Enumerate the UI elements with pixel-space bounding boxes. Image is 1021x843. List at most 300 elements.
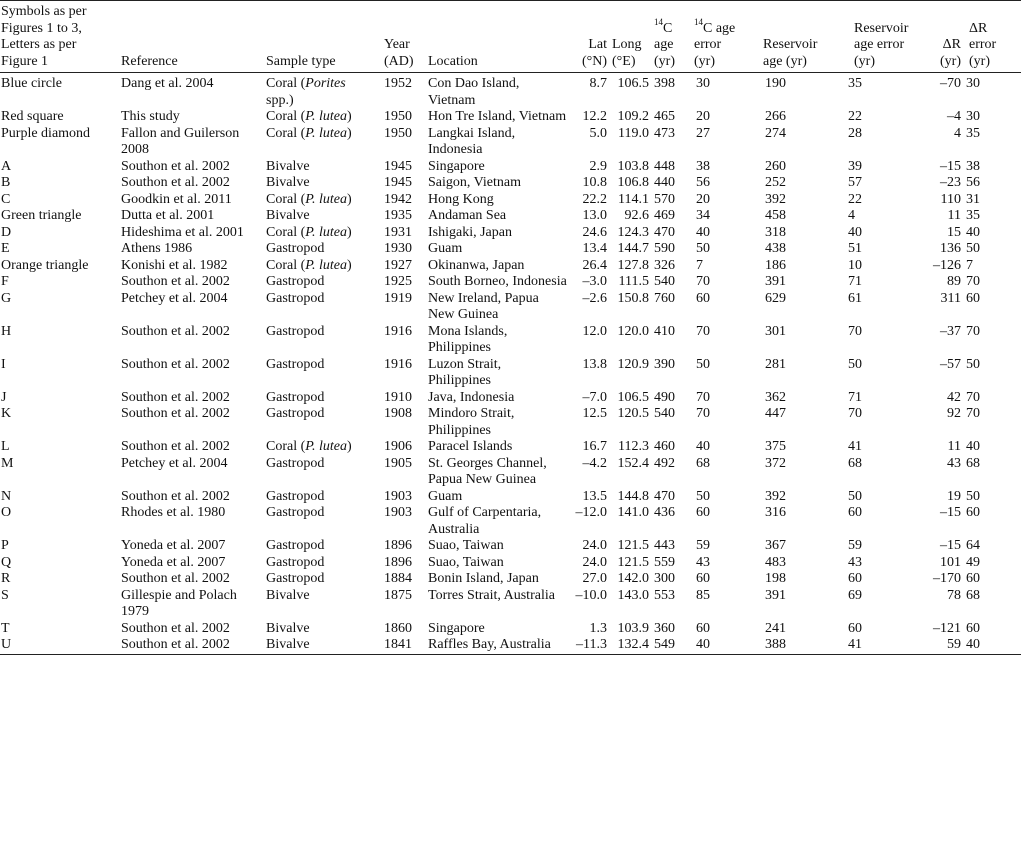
cell-symbol: M	[1, 455, 14, 471]
cell-lat: 2.9	[589, 158, 607, 174]
cell-reference: Dutta et al. 2001	[121, 208, 215, 223]
cell-year: 1875	[384, 587, 412, 603]
header-line: Letters as per	[1, 37, 77, 52]
cell-year: 1935	[384, 208, 412, 223]
header-line: Figures 1 to 3,	[1, 20, 82, 36]
cell-delta-r: –37	[940, 323, 961, 339]
cell-reservoir-age: 391	[765, 274, 786, 289]
cell-reservoir-error: 10	[848, 257, 862, 273]
cell-symbol: Purple diamond	[1, 125, 91, 141]
cell-long: 120.5	[617, 406, 649, 421]
cell-reservoir-error: 70	[848, 406, 862, 421]
cell-c14-age: 390	[654, 356, 675, 372]
cell-reference: Athens 1986	[121, 241, 193, 256]
cell-location: Raffles Bay, Australia	[428, 637, 551, 652]
cell-year: 1952	[384, 76, 412, 91]
cell-reservoir-error: 68	[848, 455, 862, 471]
cell-long: 112.3	[618, 439, 649, 454]
cell-long: 109.2	[617, 109, 649, 124]
cell-reservoir-error: 22	[848, 191, 862, 207]
cell-reference: Gillespie and Polach 1979	[121, 587, 237, 619]
table-row	[0, 406, 1021, 439]
cell-delta-r-error: 49	[966, 554, 980, 570]
cell-c14-error: 7	[696, 257, 703, 273]
cell-delta-r: 136	[940, 241, 961, 256]
cell-symbol: S	[1, 587, 9, 603]
sample-text: Gastropod	[266, 538, 325, 553]
table-row	[0, 357, 1021, 390]
cell-symbol: K	[1, 406, 12, 421]
sample-text: Gastropod	[266, 356, 325, 372]
cell-c14-error: 40	[696, 439, 710, 454]
header-reservoir-error	[842, 1, 921, 73]
cell-reservoir-error: 71	[848, 389, 862, 405]
table-row	[0, 159, 1021, 176]
sample-text: Bivalve	[266, 208, 310, 223]
cell-delta-r-error: 50	[966, 488, 980, 504]
cell-delta-r: –23	[940, 175, 961, 190]
cell-sample-type	[265, 324, 383, 357]
cell-lat: –2.6	[582, 290, 607, 306]
cell-lat: –4.2	[582, 455, 607, 471]
cell-reference: Yoneda et al. 2007	[121, 554, 226, 570]
cell-long: 141.0	[617, 505, 649, 520]
species-name: P. lutea	[305, 191, 348, 207]
cell-symbol: U	[1, 637, 12, 652]
cell-delta-r-error: 7	[966, 257, 973, 273]
header-line: age	[654, 37, 674, 52]
cell-reservoir-error: 22	[848, 109, 862, 124]
cell-reservoir-age: 392	[765, 191, 786, 207]
cell-reservoir-age: 318	[765, 224, 786, 240]
cell-year: 1927	[384, 257, 412, 273]
species-name: Porites	[305, 76, 346, 91]
cell-reservoir-age: 483	[765, 554, 786, 570]
cell-sample-type	[265, 489, 383, 506]
cell-symbol: O	[1, 505, 12, 520]
cell-year: 1930	[384, 241, 412, 256]
cell-reservoir-age: 388	[765, 637, 786, 652]
header-line	[694, 16, 759, 38]
cell-reservoir-age: 629	[765, 290, 786, 306]
cell-reservoir-error: 50	[848, 488, 862, 504]
table-row	[0, 571, 1021, 588]
header-delta-r-error	[965, 1, 1021, 73]
cell-long: 144.8	[617, 488, 649, 504]
cell-long: 142.0	[617, 571, 649, 586]
cell-c14-error: 70	[696, 389, 710, 405]
cell-c14-age: 443	[654, 538, 675, 553]
species-name: P. lutea	[305, 439, 348, 454]
cell-delta-r: –170	[933, 571, 961, 586]
cell-c14-age: 398	[654, 76, 675, 91]
cell-reservoir-error: 70	[848, 323, 862, 339]
cell-symbol: A	[1, 158, 12, 174]
header-year	[383, 1, 427, 73]
header-line: error	[694, 37, 722, 52]
cell-symbol: Q	[1, 554, 12, 570]
table-row	[0, 439, 1021, 456]
cell-symbol: P	[1, 538, 9, 553]
cell-symbol: F	[1, 274, 9, 289]
sample-text: Bivalve	[266, 620, 310, 636]
cell-year: 1896	[384, 538, 412, 553]
cell-lat: 16.7	[582, 439, 607, 454]
cell-location: Gulf of Carpentaria, Australia	[428, 505, 542, 537]
header-line: Figure 1	[1, 53, 49, 69]
cell-c14-error: 50	[696, 241, 710, 256]
cell-reference: Southon et al. 2002	[121, 274, 230, 289]
sample-text: Coral (	[266, 109, 306, 124]
header-c14-age	[653, 1, 690, 73]
cell-reference: Petchey et al. 2004	[121, 455, 228, 471]
sample-text: Gastropod	[266, 323, 325, 339]
cell-c14-age: 473	[654, 125, 675, 141]
sample-text: Coral (	[266, 76, 306, 91]
cell-c14-error: 60	[696, 571, 710, 586]
header-line: Sample type	[266, 53, 336, 69]
cell-c14-age: 470	[654, 488, 675, 504]
cell-reservoir-age: 391	[765, 587, 786, 603]
cell-location: Saigon, Vietnam	[428, 175, 522, 190]
table-row	[0, 489, 1021, 506]
sample-text: Gastropod	[266, 406, 325, 421]
cell-year: 1950	[384, 125, 412, 141]
cell-reservoir-age: 458	[765, 208, 786, 223]
cell-reservoir-age: 281	[765, 356, 786, 372]
cell-sample-type	[265, 637, 383, 654]
cell-c14-age: 440	[654, 175, 675, 190]
cell-year: 1903	[384, 505, 412, 520]
cell-reservoir-error: 71	[848, 274, 862, 289]
cell-reservoir-age: 392	[765, 488, 786, 504]
sample-text: Coral (	[266, 125, 306, 141]
cell-sample-type	[265, 274, 383, 291]
sample-text: Coral (	[266, 439, 306, 454]
table-header	[0, 1, 1021, 73]
cell-c14-age: 760	[654, 290, 675, 306]
cell-c14-error: 40	[696, 224, 710, 240]
table-row	[0, 241, 1021, 258]
header-line: Location	[428, 53, 478, 69]
cell-lat: 12.0	[582, 323, 607, 339]
sample-text: )	[347, 125, 352, 141]
cell-lat: 24.6	[582, 224, 607, 240]
table-row	[0, 109, 1021, 126]
cell-sample-type	[265, 241, 383, 258]
sample-text: Bivalve	[266, 637, 310, 652]
sample-text: Coral (	[266, 191, 306, 207]
cell-delta-r: –15	[940, 158, 961, 174]
cell-long: 121.5	[617, 554, 649, 570]
cell-reference: Southon et al. 2002	[121, 389, 230, 405]
header-line: Symbols as per	[1, 4, 87, 19]
cell-delta-r-error: 70	[966, 406, 980, 421]
cell-delta-r-error: 60	[966, 290, 980, 306]
cell-c14-error: 27	[696, 125, 710, 141]
header-row	[0, 1, 1021, 73]
cell-year: 1945	[384, 158, 412, 174]
cell-sample-type	[265, 406, 383, 439]
header-line: (yr)	[854, 53, 875, 69]
cell-reservoir-age: 190	[765, 76, 786, 91]
cell-delta-r-error: 30	[966, 76, 980, 91]
table-row	[0, 505, 1021, 538]
cell-delta-r: –57	[940, 356, 961, 372]
cell-reference: Petchey et al. 2004	[121, 290, 228, 306]
cell-long: 132.4	[617, 637, 649, 652]
cell-long: 120.0	[617, 323, 649, 339]
cell-long: 103.9	[617, 620, 649, 636]
header-line: ΔR	[942, 37, 961, 52]
header-line: Reservoir	[763, 37, 818, 52]
cell-c14-age: 300	[654, 571, 675, 586]
cell-c14-error: 60	[696, 290, 710, 306]
cell-lat: 1.3	[589, 620, 607, 636]
cell-location: Java, Indonesia	[428, 389, 515, 405]
cell-long: 144.7	[617, 241, 649, 256]
cell-year: 1942	[384, 191, 412, 207]
cell-lat: 24.0	[582, 538, 607, 553]
cell-reservoir-age: 316	[765, 505, 786, 520]
sample-text: )	[347, 257, 352, 273]
cell-delta-r: 19	[947, 488, 961, 504]
sample-text: )	[347, 439, 352, 454]
table-row	[0, 126, 1021, 159]
cell-location: Mindoro Strait, Philippines	[428, 406, 515, 438]
header-text: C	[663, 20, 673, 36]
cell-reservoir-age: 375	[765, 439, 786, 454]
cell-reference: Konishi et al. 1982	[121, 257, 228, 273]
cell-symbol: L	[1, 439, 10, 454]
cell-symbol: G	[1, 290, 12, 306]
cell-location: Ishigaki, Japan	[428, 224, 512, 240]
header-line: (yr)	[940, 53, 961, 69]
cell-location: Singapore	[428, 158, 485, 174]
cell-sample-type	[265, 621, 383, 638]
header-sample-type	[265, 1, 383, 73]
cell-location: Okinanwa, Japan	[428, 257, 525, 273]
cell-delta-r-error: 70	[966, 323, 980, 339]
cell-c14-error: 59	[696, 538, 710, 553]
cell-reservoir-age: 301	[765, 323, 786, 339]
header-c14-error	[690, 1, 759, 73]
table-row	[0, 555, 1021, 572]
cell-sample-type	[265, 571, 383, 588]
sample-text: )	[347, 191, 352, 207]
cell-long: 119.0	[618, 125, 649, 141]
header-line: (yr)	[969, 53, 990, 69]
cell-location: Con Dao Island, Vietnam	[428, 76, 520, 108]
cell-c14-error: 60	[696, 505, 710, 520]
species-name: P. lutea	[305, 109, 348, 124]
cell-reservoir-age: 274	[765, 125, 786, 141]
header-lat	[567, 1, 611, 73]
cell-long: 106.5	[617, 76, 649, 91]
cell-c14-error: 43	[696, 554, 710, 570]
cell-symbol: T	[1, 620, 10, 636]
cell-reservoir-error: 51	[848, 241, 862, 256]
cell-lat: –10.0	[575, 587, 607, 603]
cell-delta-r-error: 30	[966, 109, 980, 124]
cell-lat: 10.8	[582, 175, 607, 190]
cell-reservoir-error: 60	[848, 620, 862, 636]
cell-lat: 8.7	[589, 76, 607, 91]
cell-location: Suao, Taiwan	[428, 538, 504, 553]
cell-reference: Fallon and Guilerson 2008	[121, 125, 240, 157]
cell-c14-error: 70	[696, 406, 710, 421]
cell-delta-r-error: 70	[966, 274, 980, 289]
cell-reservoir-age: 198	[765, 571, 786, 586]
sample-text: Gastropod	[266, 290, 325, 306]
cell-c14-error: 50	[696, 356, 710, 372]
sample-text: Coral (	[266, 224, 306, 240]
cell-delta-r: –70	[940, 76, 961, 91]
cell-c14-error: 85	[696, 587, 710, 603]
cell-delta-r: 92	[947, 406, 961, 421]
cell-lat: 13.5	[582, 488, 607, 504]
cell-location: South Borneo, Indonesia	[428, 274, 567, 289]
cell-symbol: I	[1, 356, 6, 372]
species-name: P. lutea	[305, 257, 348, 273]
cell-reservoir-error: 35	[848, 76, 862, 91]
cell-long: 92.6	[624, 208, 649, 223]
sample-text: Gastropod	[266, 488, 325, 504]
cell-sample-type	[265, 175, 383, 192]
cell-symbol: B	[1, 175, 11, 190]
cell-location: Langkai Island, Indonesia	[428, 125, 516, 157]
cell-lat: 27.0	[582, 571, 607, 586]
header-reference	[120, 1, 265, 73]
cell-long: 111.5	[618, 274, 649, 289]
cell-location: Andaman Sea	[428, 208, 507, 223]
cell-symbol: E	[1, 241, 10, 256]
cell-c14-error: 50	[696, 488, 710, 504]
cell-sample-type	[265, 390, 383, 407]
header-line: Year	[384, 37, 410, 52]
cell-reference: Southon et al. 2002	[121, 637, 230, 652]
cell-c14-age: 549	[654, 637, 675, 652]
header-line: Reservoir	[854, 20, 909, 36]
cell-c14-error: 60	[696, 620, 710, 636]
cell-c14-age: 360	[654, 620, 675, 636]
cell-delta-r-error: 68	[966, 587, 980, 603]
cell-sample-type	[265, 109, 383, 126]
cell-reservoir-error: 60	[848, 571, 862, 586]
cell-delta-r-error: 35	[966, 208, 980, 223]
header-line: (yr)	[694, 53, 715, 69]
cell-location: St. Georges Channel, Papua New Guinea	[428, 455, 547, 487]
cell-delta-r: 42	[947, 389, 961, 405]
table-row	[0, 192, 1021, 209]
cell-long: 124.3	[617, 224, 649, 240]
superscript: 14	[694, 16, 703, 27]
cell-lat: 13.4	[582, 241, 607, 256]
cell-reference: Southon et al. 2002	[121, 158, 230, 174]
cell-reservoir-age: 447	[765, 406, 786, 421]
cell-reference: Southon et al. 2002	[121, 620, 230, 636]
table-row	[0, 637, 1021, 654]
cell-sample-type	[265, 126, 383, 159]
table-row	[0, 258, 1021, 275]
header-line: (°E)	[612, 53, 636, 69]
cell-long: 103.8	[617, 158, 649, 174]
cell-year: 1860	[384, 620, 412, 636]
cell-reservoir-error: 60	[848, 505, 862, 520]
cell-year: 1841	[384, 637, 412, 652]
cell-location: Guam	[428, 241, 463, 256]
sample-text: Bivalve	[266, 587, 310, 603]
cell-reservoir-error: 50	[848, 356, 862, 372]
sample-text: Coral (	[266, 257, 306, 273]
sample-text: )	[347, 109, 352, 124]
cell-delta-r-error: 64	[966, 538, 980, 553]
cell-location: Suao, Taiwan	[428, 554, 504, 570]
table-row	[0, 538, 1021, 555]
cell-c14-error: 20	[696, 191, 710, 207]
cell-reservoir-error: 43	[848, 554, 862, 570]
cell-reference: Dang et al. 2004	[121, 76, 214, 91]
cell-reference: Southon et al. 2002	[121, 323, 230, 339]
species-name: P. lutea	[305, 224, 348, 240]
cell-location: Hon Tre Island, Vietnam	[428, 109, 567, 124]
table-row	[0, 274, 1021, 291]
cell-year: 1925	[384, 274, 412, 289]
header-line: (yr)	[654, 53, 675, 69]
cell-sample-type	[265, 588, 383, 621]
cell-reference: Rhodes et al. 1980	[121, 505, 226, 520]
table-row	[0, 225, 1021, 242]
cell-symbol: Blue circle	[1, 76, 63, 91]
sample-text: Gastropod	[266, 455, 325, 471]
cell-year: 1903	[384, 488, 412, 504]
cell-sample-type	[265, 208, 383, 225]
cell-long: 143.0	[617, 587, 649, 603]
cell-c14-age: 460	[654, 439, 675, 454]
cell-c14-age: 540	[654, 406, 675, 421]
cell-reference: Southon et al. 2002	[121, 571, 230, 586]
cell-reservoir-age: 252	[765, 175, 786, 190]
cell-symbol: R	[1, 571, 11, 586]
cell-delta-r: –4	[947, 109, 961, 124]
cell-long: 127.8	[617, 257, 649, 273]
header-line: Long	[612, 37, 642, 52]
cell-c14-error: 40	[696, 637, 710, 652]
cell-lat: 12.2	[582, 109, 607, 124]
table-row	[0, 208, 1021, 225]
cell-reservoir-error: 61	[848, 290, 862, 306]
cell-c14-age: 448	[654, 158, 675, 174]
header-delta-r	[921, 1, 965, 73]
cell-delta-r: –121	[933, 620, 961, 636]
cell-c14-error: 38	[696, 158, 710, 174]
header-reservoir-age	[759, 1, 842, 73]
cell-delta-r: 59	[947, 637, 961, 652]
cell-reservoir-age: 372	[765, 455, 786, 471]
header-line: ΔR	[969, 20, 988, 36]
cell-sample-type	[265, 192, 383, 209]
cell-c14-age: 436	[654, 505, 675, 520]
cell-lat: 12.5	[582, 406, 607, 421]
cell-delta-r: 11	[947, 208, 961, 223]
cell-delta-r: 110	[940, 191, 961, 207]
cell-lat: –11.3	[576, 637, 607, 652]
cell-year: 1950	[384, 109, 412, 124]
cell-long: 106.8	[617, 175, 649, 190]
sample-text: Gastropod	[266, 554, 325, 570]
table-body	[0, 73, 1021, 655]
cell-lat: 13.8	[582, 356, 607, 372]
